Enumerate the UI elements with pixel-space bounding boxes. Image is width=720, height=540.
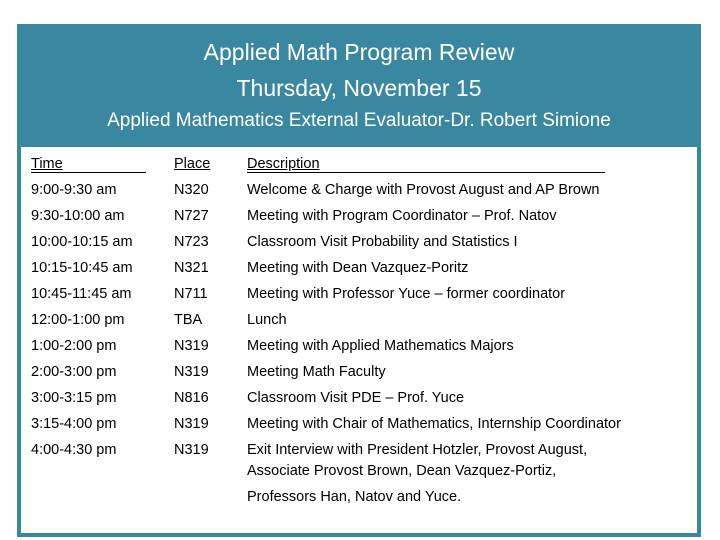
row-description: Meeting with Dean Vazquez-Poritz <box>247 260 469 276</box>
row-place: N319 <box>174 416 209 432</box>
row-time: 3:15-4:00 pm <box>31 416 117 432</box>
row-time: 10:00-10:15 am <box>31 234 133 250</box>
row-place: N320 <box>174 182 209 198</box>
title-line-1: Applied Math Program Review <box>203 39 515 65</box>
row-time: 2:00-3:00 pm <box>31 364 117 380</box>
row-description: Meeting with Applied Mathematics Majors <box>247 338 514 354</box>
row-description: Lunch <box>247 312 287 328</box>
row-description: Meeting Math Faculty <box>247 364 386 380</box>
time-header-underline <box>31 172 146 173</box>
description-header-underline <box>247 172 605 173</box>
row-place: N723 <box>174 234 209 250</box>
row-description-continuation: Associate Provost Brown, Dean Vazquez-Portiz, <box>247 463 557 479</box>
table-row <box>0 362 720 388</box>
column-header-time: Time <box>31 156 63 172</box>
header-banner <box>17 24 701 147</box>
row-description: Welcome & Charge with Provost August and AP Brown <box>247 182 600 198</box>
title-line-2: Thursday, November 15 <box>236 75 482 101</box>
row-description: Classroom Visit PDE – Prof. Yuce <box>247 390 465 406</box>
row-place: N319 <box>174 442 209 458</box>
row-place: TBA <box>174 312 203 328</box>
row-time: 9:00-9:30 am <box>31 182 117 198</box>
row-description-continuation: Professors Han, Natov and Yuce. <box>247 489 462 505</box>
table-row <box>0 336 720 362</box>
row-time: 1:00-2:00 pm <box>31 338 117 354</box>
row-time: 12:00-1:00 pm <box>31 312 125 328</box>
row-place: N727 <box>174 208 209 224</box>
table-row <box>0 206 720 232</box>
table-row <box>0 180 720 206</box>
subtitle: Applied Mathematics External Evaluator-Dr. Robert Simione <box>107 110 611 131</box>
table-row <box>0 310 720 336</box>
row-description: Exit Interview with President Hotzler, Provost August, <box>247 442 588 458</box>
table-row <box>0 414 720 440</box>
table-row <box>0 232 720 258</box>
bottom-border <box>17 533 701 537</box>
row-time: 10:45-11:45 am <box>31 286 132 302</box>
row-time: 4:00-4:30 pm <box>31 442 117 458</box>
table-row <box>0 284 720 310</box>
row-time: 9:30-10:00 am <box>31 208 125 224</box>
table-row <box>0 388 720 414</box>
row-description: Meeting with Professor Yuce – former coordinator <box>247 286 566 302</box>
row-time: 10:15-10:45 am <box>31 260 133 276</box>
row-time: 3:00-3:15 pm <box>31 390 117 406</box>
row-place: N711 <box>174 286 208 302</box>
row-place: N319 <box>174 338 209 354</box>
row-description: Meeting with Chair of Mathematics, Internship Coordinator <box>247 416 621 432</box>
row-place: N321 <box>174 260 209 276</box>
row-description: Classroom Visit Probability and Statistics I <box>247 234 518 250</box>
row-place: N816 <box>174 390 209 406</box>
table-row <box>0 258 720 284</box>
row-description: Meeting with Program Coordinator – Prof. Natov <box>247 208 557 224</box>
column-header-place: Place <box>174 156 211 172</box>
row-place: N319 <box>174 364 209 380</box>
column-header-description: Description <box>247 156 320 172</box>
